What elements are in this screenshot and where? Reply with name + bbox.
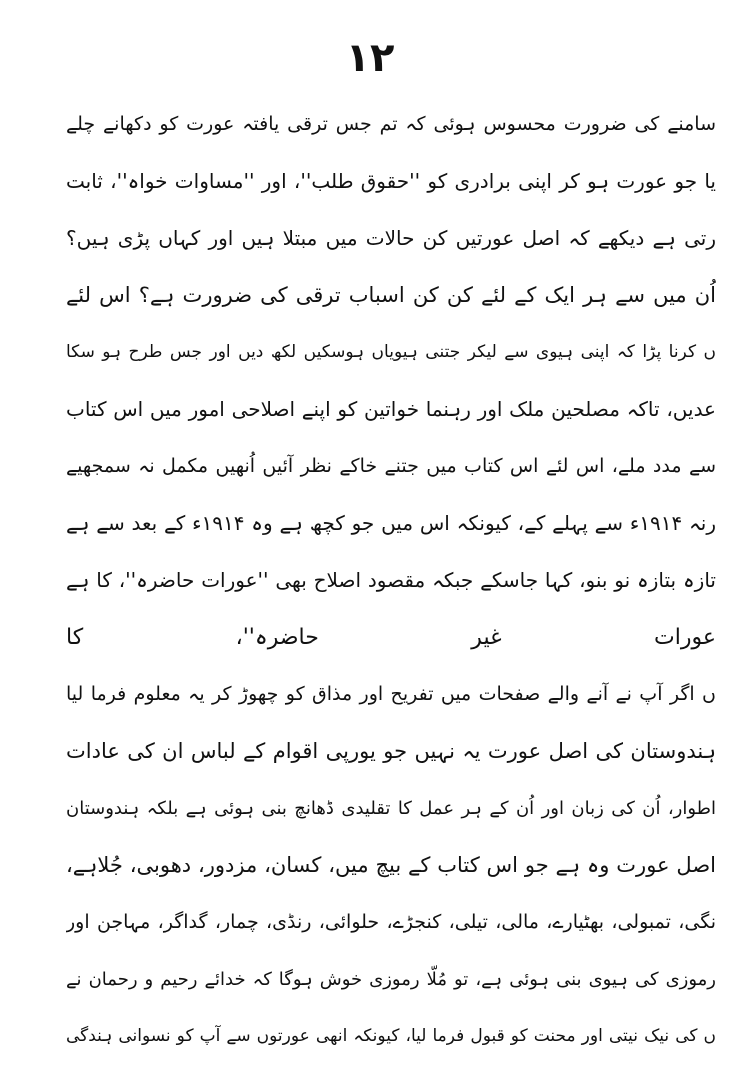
- text-line: یا جو عورت ہو کر اپنی برادری کو ''حقوق طلب''، اور ''مساوات خواہ''، ثابت: [66, 169, 716, 193]
- text-line: ں کی نیک نیتی اور محنت کو قبول فرما لیا، کیونکہ انھی عورتوں سے آپ کو نسوانی ہندگی: [66, 1026, 716, 1046]
- text-line: نگی، تمبولی، بھٹیارے، مالی، تیلی، کنجڑے، حلوائی، رنڈی، چمار، گداگر، مہاجن اور: [66, 911, 716, 933]
- text-line: سے مدد ملے، اس لئے اس کتاب میں جتنے خاکے نظر آئیں اُنھیں مکمل نہ سمجھیے: [66, 455, 716, 477]
- text-line: تازہ بتازہ نو بنو، کہا جاسکے جبکہ مقصود اصلاح بھی ''عورات حاضرہ''، کا ہے: [66, 568, 716, 592]
- page-number: ۱۲: [345, 35, 395, 81]
- text-line: رموزی کی ہیوی بنی ہوئی ہے، تو مُلّا رموزی خوش ہوگا کہ خدائے رحیم و رحمان نے: [66, 969, 716, 990]
- text-line: رتی ہے دیکھے کہ اصل عورتیں کن حالات میں مبتلا ہیں اور کہاں پڑی ہیں؟: [66, 226, 716, 250]
- text-line: رنہ ۱۹۱۴ء سے پہلے کے، کیونکہ اس میں جو کچھ ہے وہ ۱۹۱۴ء کے بعد سے ہے: [66, 511, 716, 535]
- text-line: عدیں، تاکہ مصلحین ملک اور رہنما خواتین کو اپنے اصلاحی امور میں اس کتاب: [66, 397, 716, 421]
- body-text: [66, 96, 716, 1065]
- text-line: سامنے کی ضرورت محسوس ہوئی کہ تم جس ترقی یافتہ عورت کو دکھانے چلے: [66, 113, 716, 135]
- text-line: ں کرنا پڑا کہ اپنی ہیوی سے لیکر جتنی ہیویاں ہوسکیں لکھ دیں اور جس طرح ہو سکا: [66, 342, 716, 362]
- text-line: ہندوستان کی اصل عورت یہ نہیں جو یورپی اقوام کے لباس ان کی عادات: [66, 739, 716, 763]
- text-line: اطوار، اُن کی زبان اور اُن کے ہر عمل کا تقلیدی ڈھانچ بنی ہوئی ہے بلکہ ہندوستان: [66, 798, 716, 819]
- text-line: عورات غیر حاضرہ''، کا: [66, 625, 716, 650]
- text-line: ں اگر آپ نے آنے والے صفحات میں تفریح اور مذاق کو چھوڑ کر یہ معلوم فرما لیا: [66, 683, 716, 705]
- text-line: اُن میں سے ہر ایک کے لئے کن کن اسباب ترقی کی ضرورت ہے؟ اس لئے: [66, 283, 716, 307]
- text-line: اصل عورت وہ ہے جو اس کتاب کے بیچ میں، کسان، مزدور، دھوبی، جُلاہے،: [66, 853, 716, 877]
